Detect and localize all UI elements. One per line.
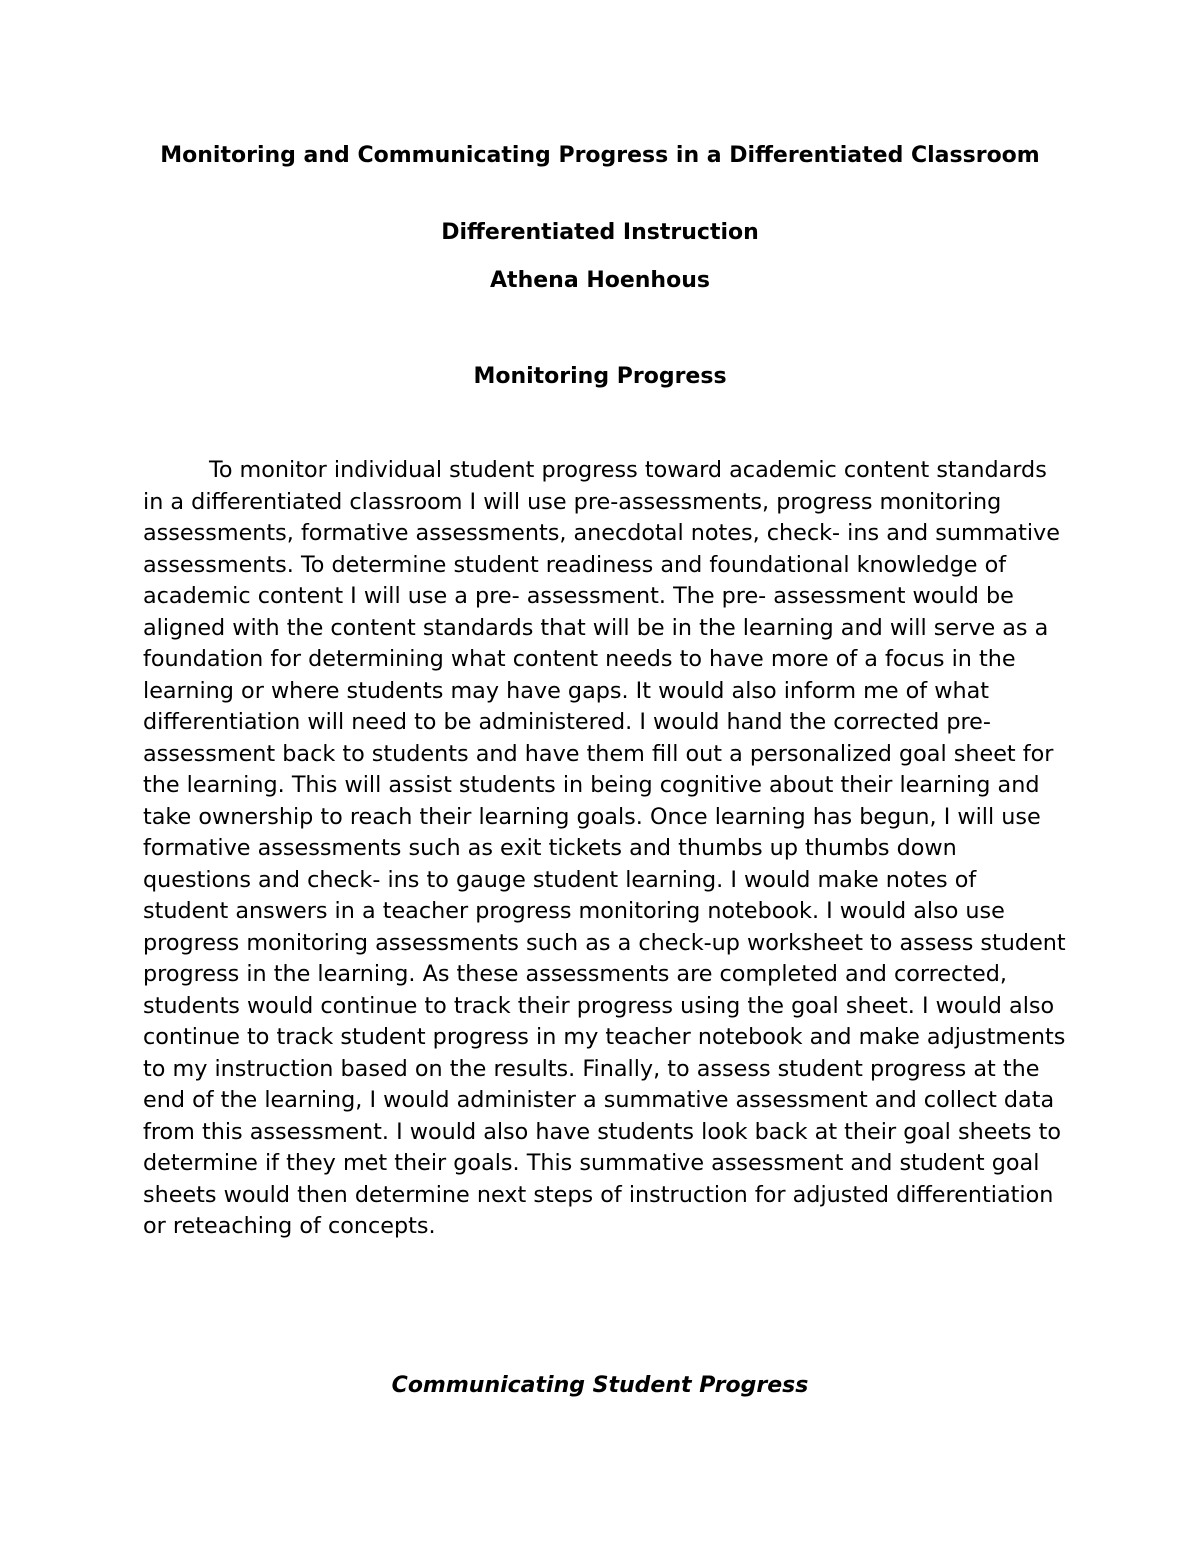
document-title: Monitoring and Communicating Progress in a Differentiated Classroom <box>160 143 1040 168</box>
course-name: Differentiated Instruction <box>441 220 759 245</box>
monitoring-progress-paragraph: To monitor individual student progress toward academic content standards in a differentiated classroom I will use pre-assessments, progress monitoring assessments, formative assessments, anecdotal notes, check- ins and summative assessments. To determine student readiness and foundational knowledge of academic content I will use a pre- assessment. The pre- assessment would be aligned with the content standards that will be in the learning and will serve as a foundation for determining what content needs to have more of a focus in the learning or where students may have gaps. It would also inform me of what differentiation will need to be administered. I would hand the corrected pre-assessment back to students and have them fill out a personalized goal sheet for the learning. This will assist students in being cognitive about their learning and take ownership to reach their learning goals. Once learning has begun, I will use formative assessments such as exit tickets and thumbs up thumbs down questions and check- ins to gauge student learning. I would make notes of student answers in a teacher progress monitoring notebook. I would also use progress monitoring assessments such as a check-up worksheet to assess student progress in the learning. As these assessments are completed and corrected, students would continue to track their progress using the goal sheet. I would also continue to track student progress in my teacher notebook and make adjustments to my instruction based on the results. Finally, to assess student progress at the end of the learning, I would administer a summative assessment and collect data from this assessment. I would also have students look back at their goal sheets to determine if they met their goals. This summative assessment and student goal sheets would then determine next steps of instruction for adjusted differentiation or reteaching of concepts. <box>143 457 1066 1239</box>
section-heading-monitoring-progress: Monitoring Progress <box>473 364 727 389</box>
author-name: Athena Hoenhous <box>490 268 710 293</box>
section-heading-communicating-progress: Communicating Student Progress <box>391 1373 809 1398</box>
